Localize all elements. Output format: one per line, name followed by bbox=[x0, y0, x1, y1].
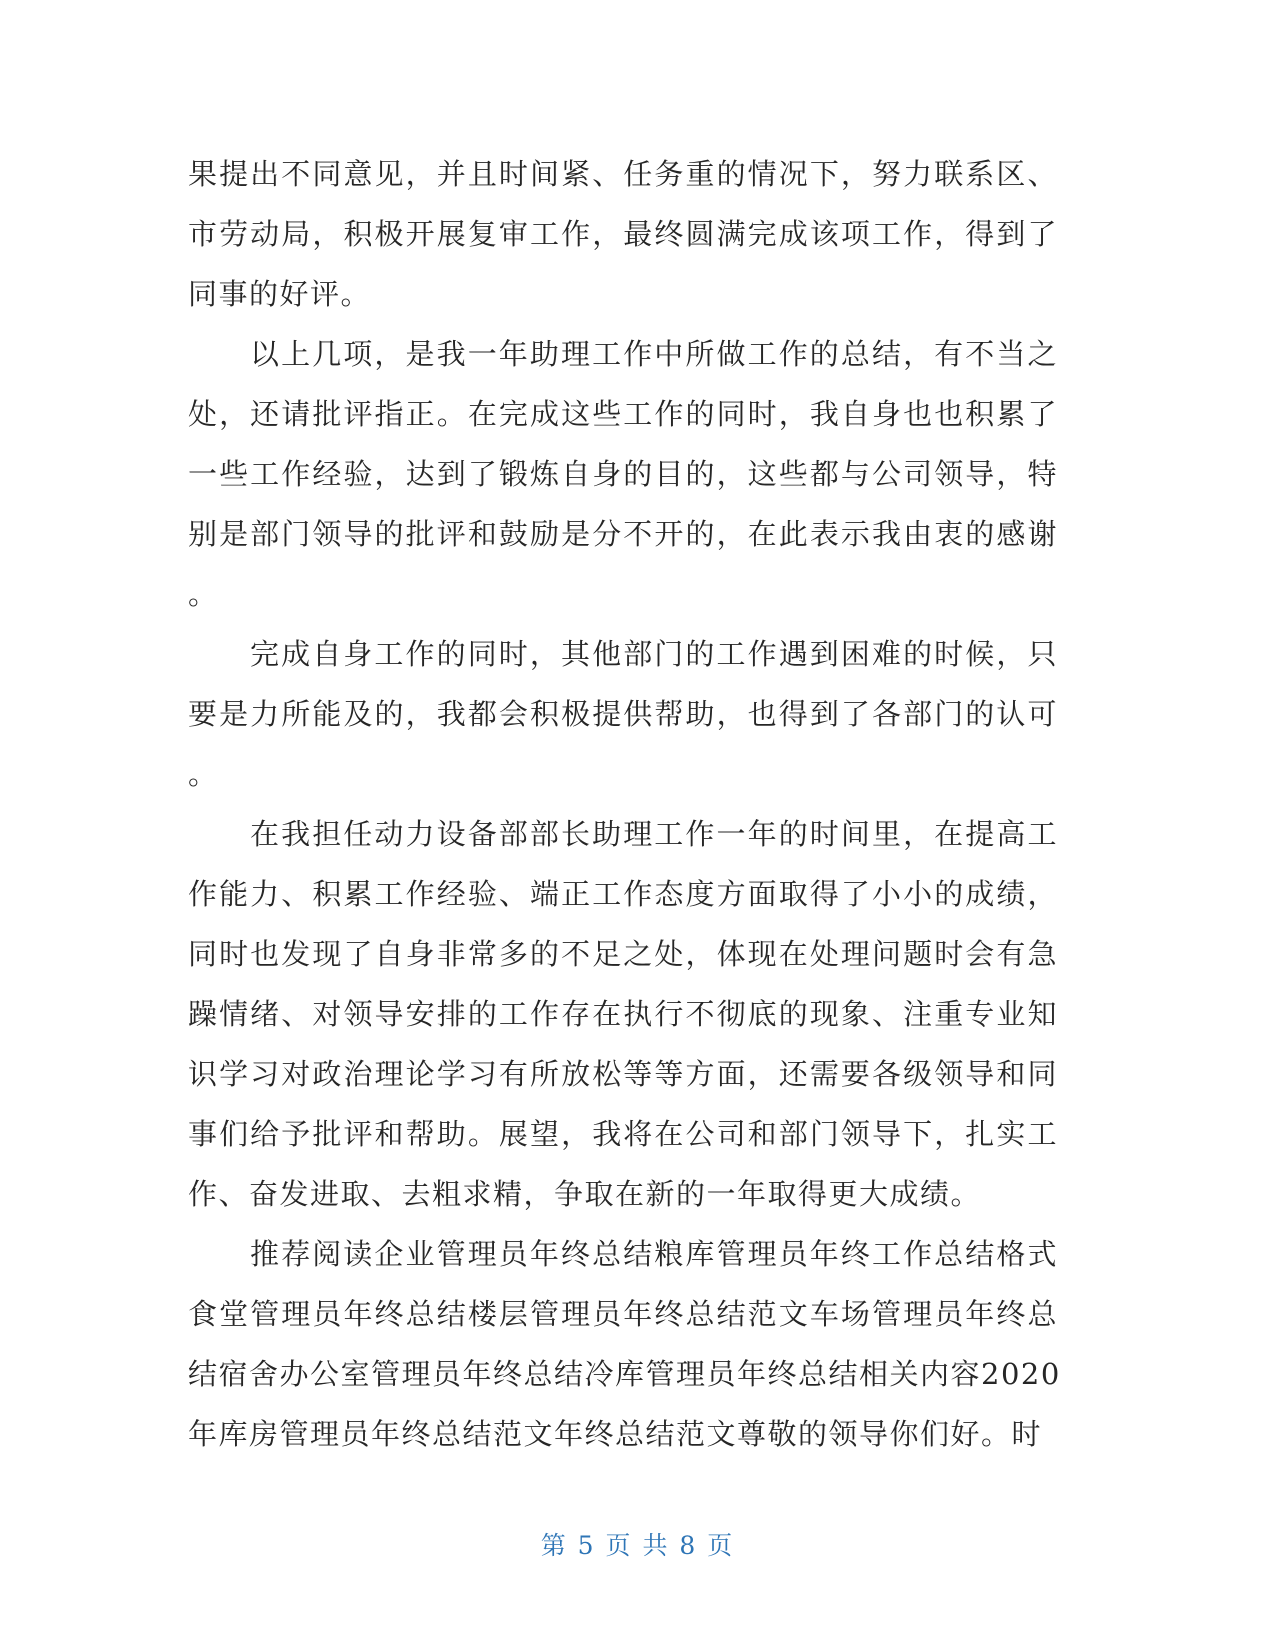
text-line: 别是部门领导的批评和鼓励是分不开的，在此表示我由衷的感谢 bbox=[188, 517, 1058, 551]
text-line: 食堂管理员年终总结楼层管理员年终总结范文车场管理员年终总 bbox=[188, 1297, 1058, 1331]
text-line: 一些工作经验，达到了锻炼自身的目的，这些都与公司领导，特 bbox=[188, 457, 1058, 491]
text-line: 完成自身工作的同时，其他部门的工作遇到困难的时候，只 bbox=[250, 637, 1058, 671]
text-line: 处，还请批评指正。在完成这些工作的同时，我自身也也积累了 bbox=[188, 397, 1058, 431]
text-line: 作能力、积累工作经验、端正工作态度方面取得了小小的成绩， bbox=[188, 877, 1058, 911]
text-line: 同事的好评。 bbox=[188, 277, 372, 311]
text-line: 。 bbox=[188, 757, 219, 791]
text-line: 识学习对政治理论学习有所放松等等方面，还需要各级领导和同 bbox=[188, 1057, 1058, 1091]
paragraph bbox=[188, 624, 1058, 804]
text-line: 要是力所能及的，我都会积极提供帮助，也得到了各部门的认可 bbox=[188, 697, 1058, 731]
text-line: 以上几项，是我一年助理工作中所做工作的总结，有不当之 bbox=[250, 337, 1058, 371]
text-line: 推荐阅读企业管理员年终总结粮库管理员年终工作总结格式 bbox=[250, 1237, 1058, 1271]
text-line: 年库房管理员年终总结范文年终总结范文尊敬的领导你们好。时 bbox=[188, 1417, 1043, 1451]
text-line: 躁情绪、对领导安排的工作存在执行不彻底的现象、注重专业知 bbox=[188, 997, 1058, 1031]
paragraph bbox=[188, 1224, 1061, 1464]
text-line: 同时也发现了自身非常多的不足之处，体现在处理问题时会有急 bbox=[188, 937, 1058, 971]
paragraph bbox=[188, 144, 1058, 324]
paragraph bbox=[188, 324, 1058, 624]
text-line: 事们给予批评和帮助。展望，我将在公司和部门领导下，扎实工 bbox=[188, 1117, 1058, 1151]
text-line: 。 bbox=[188, 577, 219, 611]
document-body bbox=[188, 144, 1061, 1464]
text-line: 作、奋发进取、去粗求精，争取在新的一年取得更大成绩。 bbox=[188, 1177, 982, 1211]
text-line: 市劳动局，积极开展复审工作，最终圆满完成该项工作，得到了 bbox=[188, 217, 1058, 251]
paragraph bbox=[188, 804, 1058, 1224]
page-footer: 第 5 页 共 8 页 bbox=[540, 1531, 735, 1560]
text-line: 果提出不同意见，并且时间紧、任务重的情况下，努力联系区、 bbox=[188, 157, 1058, 191]
text-line: 在我担任动力设备部部长助理工作一年的时间里，在提高工 bbox=[250, 817, 1058, 851]
text-line: 结宿舍办公室管理员年终总结冷库管理员年终总结相关内容2020 bbox=[188, 1357, 1061, 1391]
